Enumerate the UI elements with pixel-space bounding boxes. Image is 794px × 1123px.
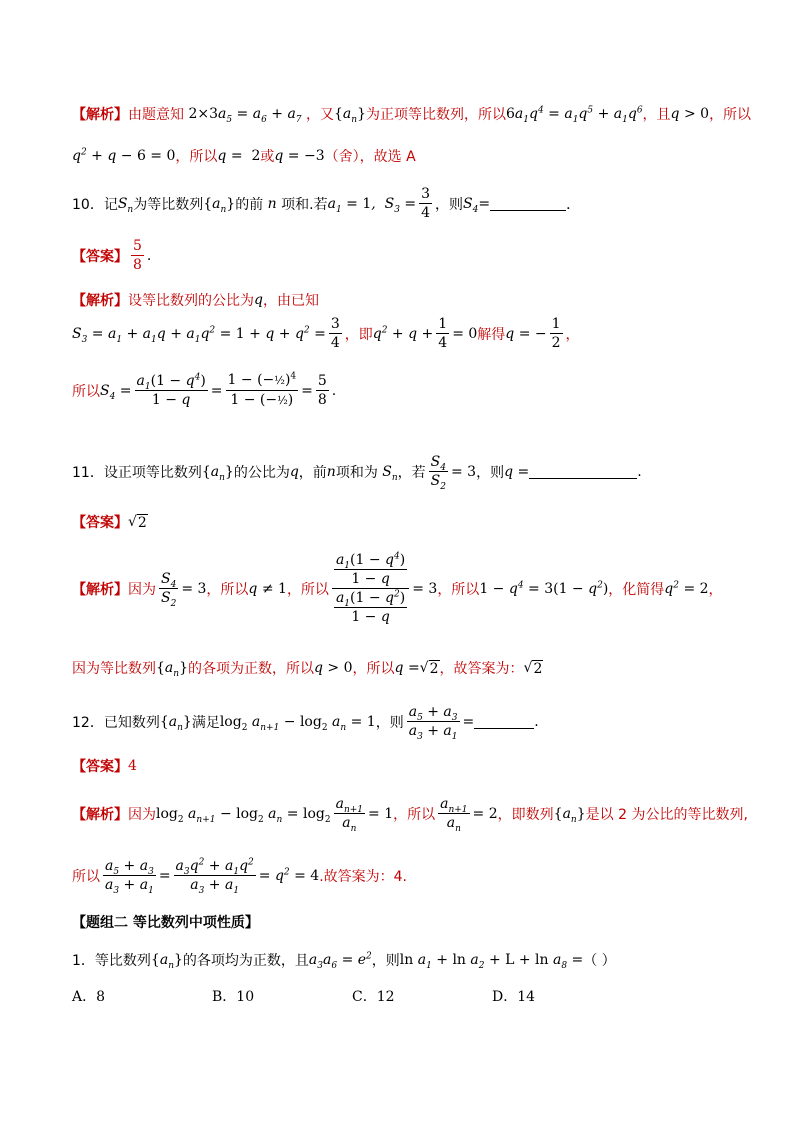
answer-tag: 【答案】 <box>72 515 128 531</box>
answer-12 <box>72 756 137 776</box>
solution-tag: 【解析】 <box>72 107 128 123</box>
question-10: 10．记 $S_n$ 为等比数列 $\{a_n\}$ 的前 n 项和.若 $a_1 = 1$, $S_3$ = $\frac{3}{4}$ ，则 $S_4$ = ． <box>72 186 581 221</box>
question-12: 12．已知数列 $\{a_n\}$ 满足 $\log_2 a_{n+1} - \log_2 a_n = 1$ ，则 $\frac{a_5 + a_3}{a_3 + a_1}$ = . <box>72 704 539 742</box>
solution-9-line-2: $q^2 + q - 6 = 0$ ，所以 q = 2 或 q = −3 （舍），故选 A <box>72 147 416 165</box>
solution-12-line-1: 【解析】 因为 $\log_2 a_{n+1} - \log_2 a_n = \log_2$ $\frac{a_{n+1}}{a_n}$ = 1 ，所以 $\frac{a_{n+1}}{a_n}$ = 2 ，即数列 $\{a_n\}$ 是以 2 为公比的等比数列, <box>72 796 748 834</box>
answer-tag: 【答案】 <box>72 248 128 265</box>
option-d[interactable]: D．14 <box>492 989 536 1005</box>
option-a[interactable]: A．8 <box>72 989 106 1005</box>
options-row <box>72 986 632 1006</box>
option-b[interactable]: B．10 <box>212 989 255 1005</box>
solution-9-line-1: 【解析】 由题意知 $2\times 3a_5 = a_6 + a_7$ ，又 $\{a_n\}$ 为正项等比数列，所以 $6a_1q^4 = a_1q^5 + a_1q^6$ ，且 q > 0 ，所以 <box>72 105 752 125</box>
answer-blank[interactable] <box>529 464 637 479</box>
solution-10-line-2: $S_3 = a_1 + a_1q + a_1q^2 = 1 + q + q^2$ = $\frac{3}{4}$ ，即 $q^2 + q$ + $\frac{1}{4}$ = 0 解得 q = − $\frac{1}{2}$ ， <box>72 316 580 351</box>
answer-blank[interactable] <box>490 196 566 211</box>
answer-blank[interactable] <box>474 714 534 729</box>
solution-10-line-1: 【解析】 设等比数列的公比为 q ，由已知 <box>72 292 319 309</box>
group2-question-1: 1．等比数列 $\{a_n\}$ 的各项均为正数，且 $a_3a_6 = e^2$ ，则 $\ln a_1 + \ln a_2 + L + \ln a_8$ = （ ） <box>72 951 616 971</box>
solution-10-line-3: 所以 $S_4$ = $\frac{a_1(1 - q^4)}{1 - q}$ = $\frac{1 - (-\frac{1}{2})^4}{\text{1 − (−½)}}$ = $\frac{5}{8}$ . <box>72 371 337 408</box>
option-c[interactable]: C．12 <box>352 989 395 1005</box>
solution-tag: 【解析】 <box>72 806 128 823</box>
answer-11: 【答案】 √ 2 <box>72 513 147 531</box>
answer-value: 4 <box>128 758 137 774</box>
formula: $2\times 3a_5 = a_6 + a_7$ <box>188 106 302 125</box>
solution-12-line-2: 所以 $\frac{a_5 + a_3}{a_3 + a_1}$ = $\frac{a_3q^2 + a_1q^2}{a_3 + a_1}$ = $q^2 = 4$ .故答案为：4. <box>72 857 408 896</box>
solution-11-line-2: 因为等比数列 $\{a_n\}$ 的各项为正数，所以 q > 0 ，所以 q = √ 2 ，故答案为： √ 2 <box>72 659 543 679</box>
solution-11-line-1: 【解析】 因为 $\frac{S_4}{S_2}$ = 3 ，所以 q ≠ 1 ，所以 $\frac{\frac{a_1(1 - q^4)}{1 - q}}{\frac{a_1(1 - q^2)}{1 - q}}$ = 3 ，所以 $1 - q^4 = 3(1 - q^2)$ ，化简得 $q^2 = 2$ ， <box>72 551 723 625</box>
answer-tag: 【答案】 <box>72 759 128 775</box>
solution-tag: 【解析】 <box>72 581 128 598</box>
answer-10: 【答案】 $\frac{5}{8}$ . <box>72 238 152 273</box>
question-11: 11．设正项等比数列 $\{a_n\}$ 的公比为 q ，前 n 项和为 $S_n$ ，若 $\frac{S_4}{S_2}$ = 3 ，则 q = . <box>72 454 642 492</box>
solution-tag: 【解析】 <box>72 293 128 309</box>
section-heading: 【题组二 等比数列中项性质】 <box>72 915 259 931</box>
